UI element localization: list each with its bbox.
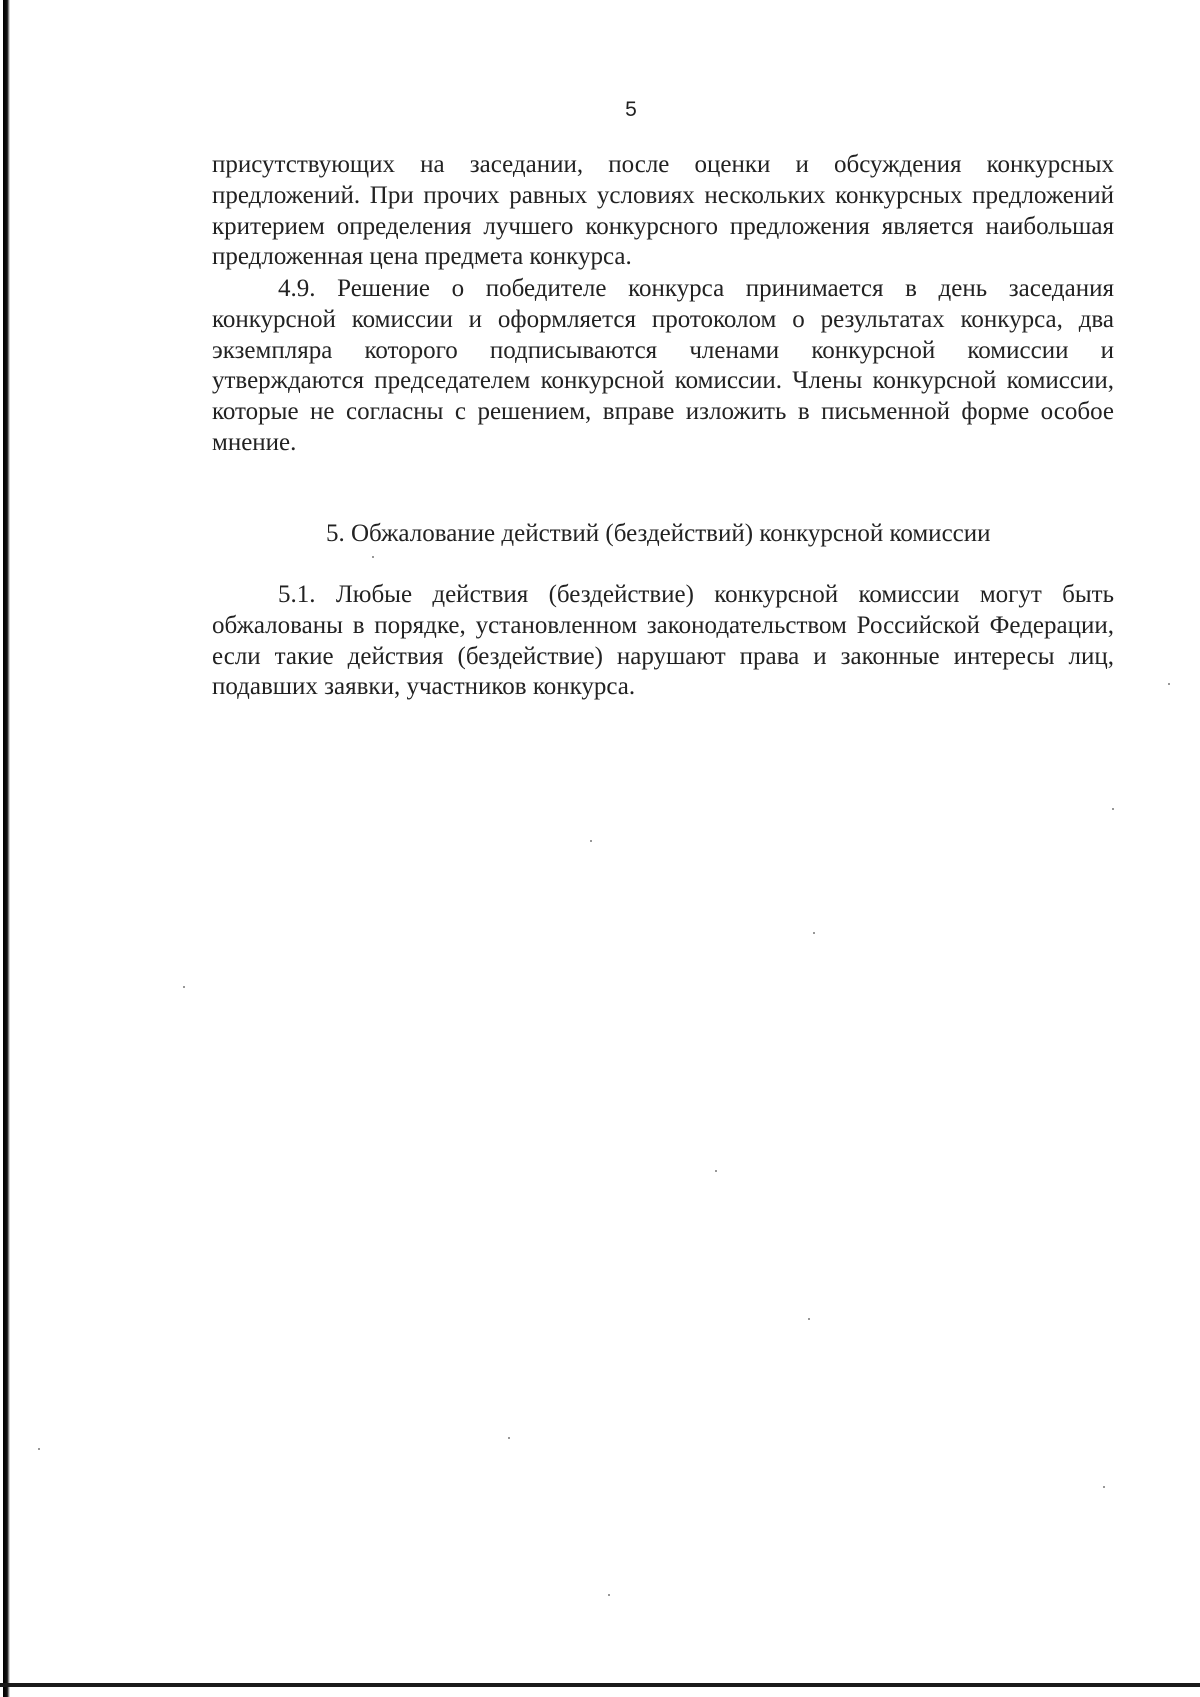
paragraph-continuation: присутствующих на заседании, после оценки и обсуждения конкурсных предложений. При прочих равных условиях нескольких конкурсных предложений критерием определения лучшего конкурсного предложения является наибольшая предложенная цена предмета конкурса. — [212, 151, 1114, 271]
scan-speck — [1103, 1486, 1105, 1488]
page-number: 5 — [625, 98, 637, 121]
scan-speck — [38, 1448, 40, 1450]
scan-bottom-edge — [0, 1683, 1200, 1687]
paragraph-4-9: 4.9. Решение о победителе конкурса принимается в день заседания конкурсной комиссии и оформляется протоколом о результатах конкурса, два экземпляра которого подписываются членами конкурсной комиссии и утверждаются председателем конкурсной комиссии. Члены конкурсной комиссии, которые не согласны с решением, вправе изложить в письменной форме особое мнение. — [212, 275, 1114, 456]
scan-speck — [715, 1170, 717, 1172]
scan-speck — [372, 556, 374, 558]
scan-speck — [808, 1318, 810, 1320]
scan-speck — [608, 1594, 610, 1596]
scan-speck — [1112, 808, 1114, 810]
scan-speck — [590, 840, 592, 842]
scan-speck — [508, 1437, 510, 1439]
scan-speck — [183, 986, 185, 988]
scan-speck — [1168, 683, 1170, 685]
scan-speck — [813, 932, 815, 934]
paragraph-5-1: 5.1. Любые действия (бездействие) конкурсной комиссии могут быть обжалованы в порядке, установленном законодательством Российской Федерации, если такие действия (бездействие) нарушают права и законные интересы лиц, подавших заявки, участников конкурса. — [212, 581, 1114, 701]
section-heading: 5. Обжалование действий (бездействий) конкурсной комиссии — [326, 520, 991, 547]
scan-left-edge — [0, 0, 14, 1697]
scan-edge-bar — [3, 0, 10, 1697]
